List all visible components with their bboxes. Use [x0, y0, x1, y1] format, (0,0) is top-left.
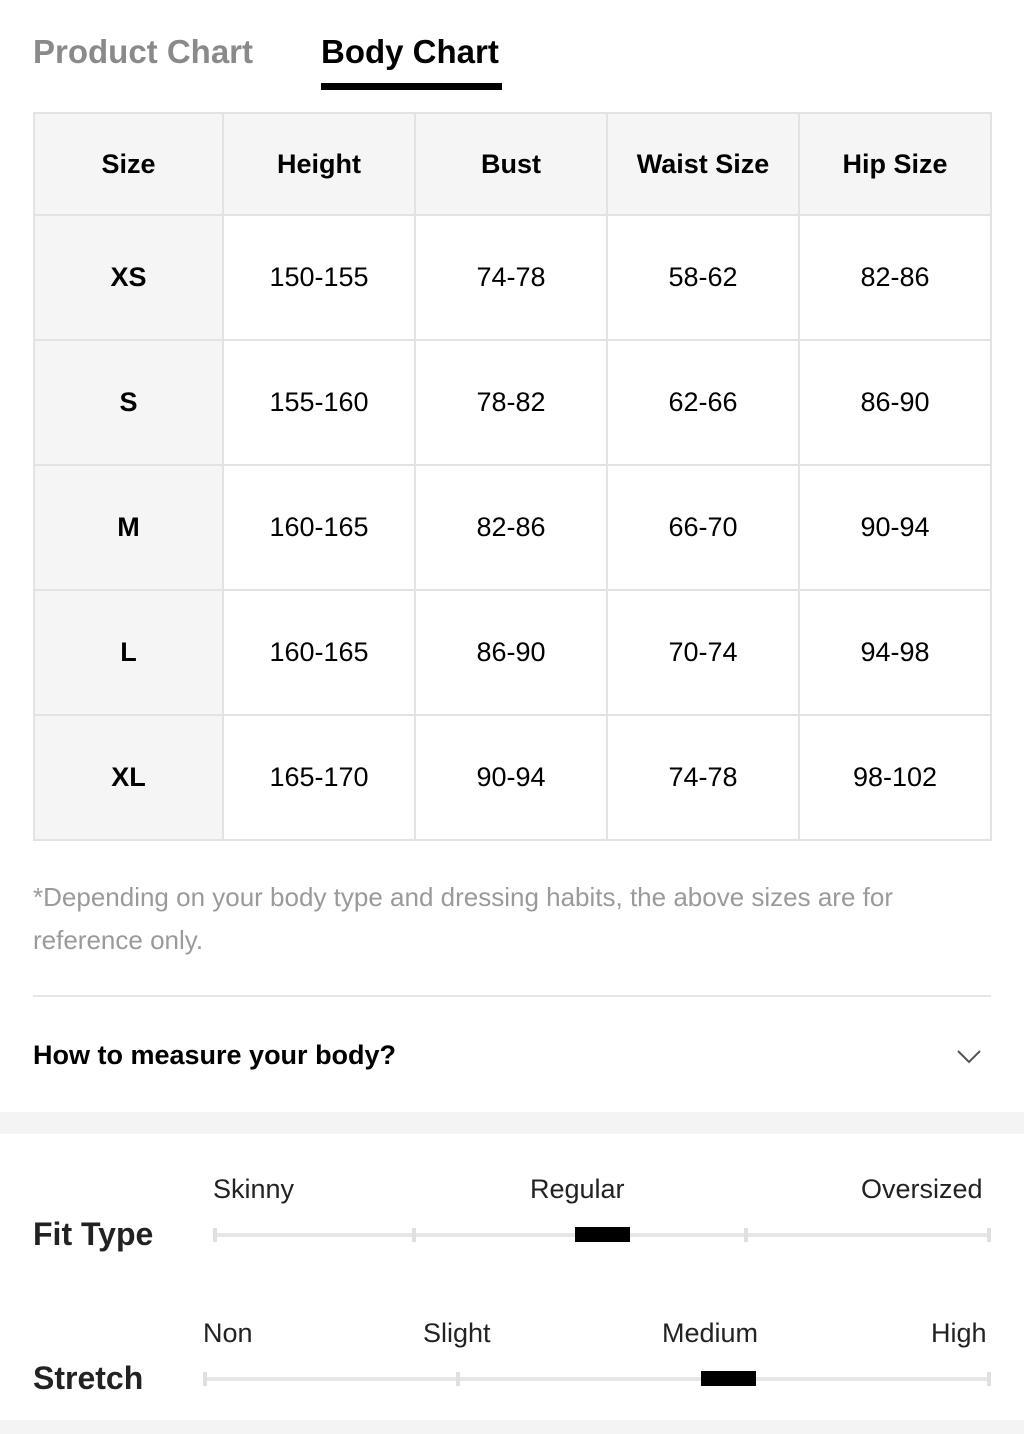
size-cell: L: [34, 590, 223, 715]
table-row: [34, 215, 991, 340]
size-cell: S: [34, 340, 223, 465]
waist-cell: 58-62: [607, 215, 799, 340]
scale-tick: [203, 1372, 207, 1386]
measure-body-accordion[interactable]: [33, 1020, 991, 1090]
stretch-option-non: Non: [203, 1318, 253, 1348]
section-divider: [33, 995, 991, 997]
header-hip-size: Hip Size: [799, 113, 991, 215]
body-size-table: [33, 112, 992, 841]
stretch-option-slight: Slight: [423, 1318, 491, 1348]
scale-tick: [987, 1372, 991, 1386]
hip-cell: 90-94: [799, 465, 991, 590]
scale-tick: [456, 1372, 460, 1386]
size-reference-note: *Depending on your body type and dressing habits, the above sizes are for reference only.: [33, 882, 893, 955]
fit-type-scale: [213, 1233, 991, 1237]
chevron-down-icon: [955, 1042, 983, 1070]
waist-cell: 70-74: [607, 590, 799, 715]
tab-product-chart[interactable]: Product Chart: [33, 33, 254, 70]
table-header-row: [34, 113, 991, 215]
waist-cell: 74-78: [607, 715, 799, 840]
hip-cell: 98-102: [799, 715, 991, 840]
bottom-separator: [0, 1420, 1024, 1434]
scale-tick: [744, 1228, 748, 1242]
stretch-option-high: High: [931, 1318, 987, 1348]
stretch-option-medium: Medium: [662, 1318, 759, 1348]
stretch-label: Stretch: [33, 1360, 144, 1396]
fit-option-oversized: Oversized: [861, 1174, 983, 1204]
fit-type-indicator: [575, 1227, 630, 1242]
header-height: Height: [223, 113, 415, 215]
header-bust: Bust: [415, 113, 607, 215]
size-cell: M: [34, 465, 223, 590]
tab-body-chart[interactable]: Body Chart: [321, 33, 499, 70]
fit-option-skinny: Skinny: [213, 1174, 295, 1204]
waist-cell: 66-70: [607, 465, 799, 590]
active-tab-underline: [321, 83, 502, 90]
height-cell: 150-155: [223, 215, 415, 340]
table-row: [34, 590, 991, 715]
hip-cell: 94-98: [799, 590, 991, 715]
size-cell: XL: [34, 715, 223, 840]
scale-tick: [412, 1228, 416, 1242]
table-row: [34, 340, 991, 465]
header-waist-size: Waist Size: [607, 113, 799, 215]
header-size: Size: [34, 113, 223, 215]
accordion-title: How to measure your body?: [33, 1040, 397, 1070]
bust-cell: 78-82: [415, 340, 607, 465]
fit-type-label: Fit Type: [33, 1216, 154, 1252]
fit-option-regular: Regular: [530, 1174, 625, 1204]
chart-tabs: [33, 30, 993, 92]
height-cell: 165-170: [223, 715, 415, 840]
hip-cell: 86-90: [799, 340, 991, 465]
height-cell: 160-165: [223, 590, 415, 715]
stretch-scale: [203, 1377, 991, 1381]
table-row: [34, 715, 991, 840]
height-cell: 160-165: [223, 465, 415, 590]
section-separator: [0, 1112, 1024, 1134]
size-cell: XS: [34, 215, 223, 340]
scale-tick: [987, 1228, 991, 1242]
hip-cell: 82-86: [799, 215, 991, 340]
bust-cell: 90-94: [415, 715, 607, 840]
bust-cell: 82-86: [415, 465, 607, 590]
bust-cell: 86-90: [415, 590, 607, 715]
stretch-indicator: [701, 1371, 756, 1386]
scale-tick: [213, 1228, 217, 1242]
bust-cell: 74-78: [415, 215, 607, 340]
waist-cell: 62-66: [607, 340, 799, 465]
table-row: [34, 465, 991, 590]
height-cell: 155-160: [223, 340, 415, 465]
